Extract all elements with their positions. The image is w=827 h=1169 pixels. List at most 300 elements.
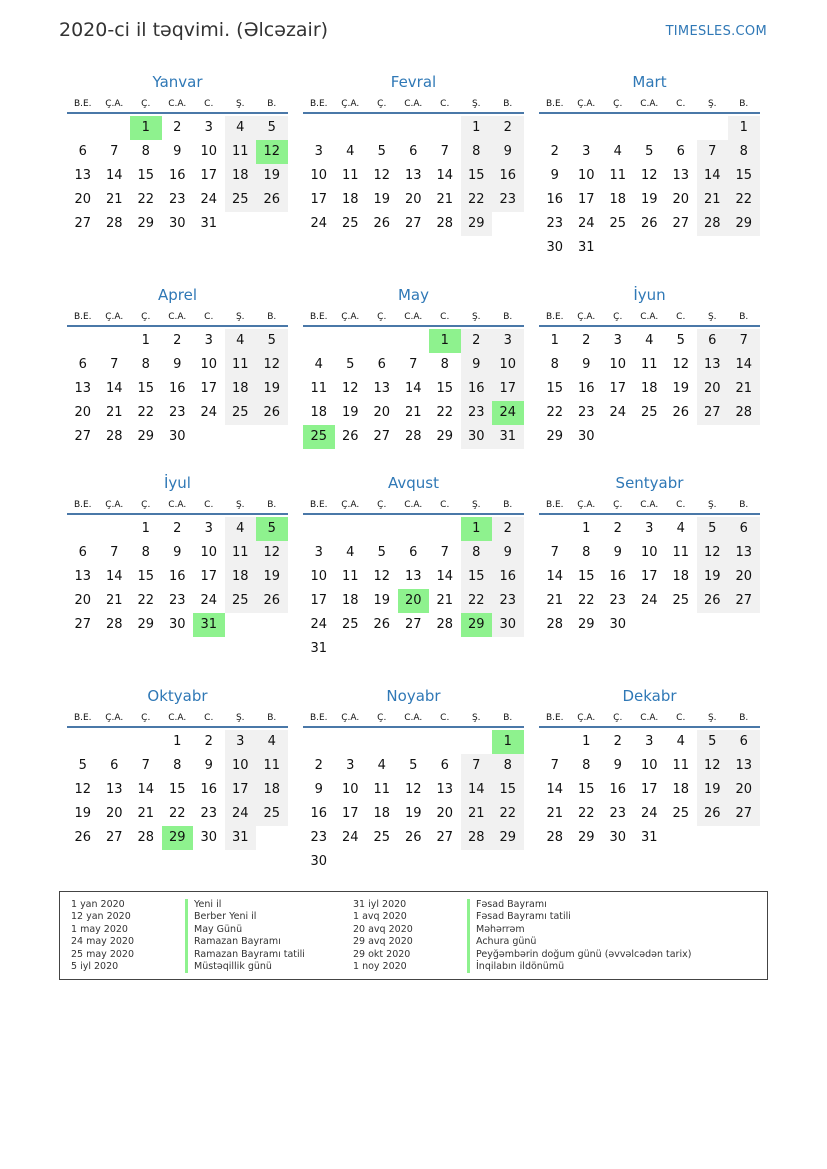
day-cell[interactable]: 19 <box>640 192 658 207</box>
day-cell[interactable]: 15 <box>577 569 595 584</box>
day-cell[interactable]: 3 <box>314 144 323 159</box>
day-cell[interactable]: 7 <box>440 144 449 159</box>
day-cell[interactable]: 22 <box>461 188 493 212</box>
day-cell[interactable]: 24 <box>225 802 257 826</box>
day-cell[interactable]: 22 <box>137 405 155 420</box>
day-cell[interactable]: 27 <box>728 589 760 613</box>
day-cell[interactable]: 23 <box>546 216 564 231</box>
day-cell[interactable]: 1 <box>141 333 150 348</box>
day-cell[interactable]: 22 <box>137 593 155 608</box>
day-cell[interactable]: 15 <box>461 164 493 188</box>
day-cell[interactable]: 28 <box>546 617 564 632</box>
day-cell[interactable]: 27 <box>373 429 391 444</box>
day-cell[interactable]: 27 <box>404 216 422 231</box>
day-cell[interactable]: 19 <box>697 565 729 589</box>
day-cell[interactable]: 2 <box>461 329 493 353</box>
holiday-day-cell[interactable]: 5 <box>256 517 288 541</box>
day-cell[interactable]: 18 <box>373 806 391 821</box>
day-cell[interactable]: 17 <box>200 168 218 183</box>
day-cell[interactable]: 18 <box>672 569 690 584</box>
holiday-day-cell[interactable]: 31 <box>193 613 225 637</box>
day-cell[interactable]: 29 <box>137 216 155 231</box>
day-cell[interactable]: 8 <box>492 754 524 778</box>
day-cell[interactable]: 15 <box>137 569 155 584</box>
day-cell[interactable]: 11 <box>310 381 328 396</box>
day-cell[interactable]: 26 <box>256 401 288 425</box>
day-cell[interactable]: 14 <box>546 782 564 797</box>
day-cell[interactable]: 5 <box>377 545 386 560</box>
day-cell[interactable]: 30 <box>310 854 328 869</box>
day-cell[interactable]: 12 <box>373 168 391 183</box>
day-cell[interactable]: 21 <box>404 405 422 420</box>
day-cell[interactable]: 9 <box>613 758 622 773</box>
day-cell[interactable]: 20 <box>404 192 422 207</box>
day-cell[interactable]: 1 <box>728 116 760 140</box>
day-cell[interactable]: 7 <box>440 545 449 560</box>
day-cell[interactable]: 5 <box>78 758 87 773</box>
day-cell[interactable]: 27 <box>728 802 760 826</box>
day-cell[interactable]: 23 <box>461 401 493 425</box>
day-cell[interactable]: 6 <box>110 758 119 773</box>
day-cell[interactable]: 4 <box>314 357 323 372</box>
day-cell[interactable]: 18 <box>672 782 690 797</box>
day-cell[interactable]: 28 <box>105 617 123 632</box>
day-cell[interactable]: 21 <box>105 192 123 207</box>
day-cell[interactable]: 28 <box>728 401 760 425</box>
day-cell[interactable]: 23 <box>609 593 627 608</box>
day-cell[interactable]: 30 <box>168 617 186 632</box>
day-cell[interactable]: 10 <box>310 569 328 584</box>
day-cell[interactable]: 23 <box>577 405 595 420</box>
holiday-day-cell[interactable]: 1 <box>461 517 493 541</box>
day-cell[interactable]: 23 <box>168 192 186 207</box>
day-cell[interactable]: 25 <box>640 405 658 420</box>
day-cell[interactable]: 20 <box>373 405 391 420</box>
day-cell[interactable]: 20 <box>74 405 92 420</box>
day-cell[interactable]: 24 <box>310 216 328 231</box>
day-cell[interactable]: 11 <box>373 782 391 797</box>
day-cell[interactable]: 16 <box>310 806 328 821</box>
day-cell[interactable]: 30 <box>492 613 524 637</box>
day-cell[interactable]: 9 <box>173 545 182 560</box>
day-cell[interactable]: 11 <box>225 541 257 565</box>
day-cell[interactable]: 14 <box>105 381 123 396</box>
day-cell[interactable]: 17 <box>225 778 257 802</box>
day-cell[interactable]: 18 <box>341 593 359 608</box>
day-cell[interactable]: 5 <box>256 329 288 353</box>
day-cell[interactable]: 15 <box>168 782 186 797</box>
day-cell[interactable]: 2 <box>173 333 182 348</box>
day-cell[interactable]: 19 <box>373 192 391 207</box>
day-cell[interactable]: 9 <box>613 545 622 560</box>
day-cell[interactable]: 27 <box>74 617 92 632</box>
day-cell[interactable]: 30 <box>168 429 186 444</box>
holiday-day-cell[interactable]: 24 <box>492 401 524 425</box>
day-cell[interactable]: 14 <box>137 782 155 797</box>
day-cell[interactable]: 22 <box>137 192 155 207</box>
day-cell[interactable]: 5 <box>346 357 355 372</box>
day-cell[interactable]: 21 <box>436 593 454 608</box>
day-cell[interactable]: 18 <box>609 192 627 207</box>
day-cell[interactable]: 19 <box>256 164 288 188</box>
day-cell[interactable]: 5 <box>256 116 288 140</box>
day-cell[interactable]: 4 <box>346 144 355 159</box>
day-cell[interactable]: 2 <box>173 521 182 536</box>
day-cell[interactable]: 25 <box>341 617 359 632</box>
day-cell[interactable]: 18 <box>640 381 658 396</box>
day-cell[interactable]: 21 <box>728 377 760 401</box>
day-cell[interactable]: 19 <box>404 806 422 821</box>
day-cell[interactable]: 8 <box>141 357 150 372</box>
day-cell[interactable]: 18 <box>225 565 257 589</box>
day-cell[interactable]: 29 <box>436 429 454 444</box>
day-cell[interactable]: 6 <box>409 144 418 159</box>
day-cell[interactable]: 26 <box>404 830 422 845</box>
day-cell[interactable]: 5 <box>697 730 729 754</box>
day-cell[interactable]: 26 <box>373 216 391 231</box>
day-cell[interactable]: 11 <box>640 357 658 372</box>
day-cell[interactable]: 3 <box>225 730 257 754</box>
day-cell[interactable]: 9 <box>204 758 213 773</box>
day-cell[interactable]: 12 <box>341 381 359 396</box>
day-cell[interactable]: 27 <box>404 617 422 632</box>
day-cell[interactable]: 8 <box>141 545 150 560</box>
day-cell[interactable]: 24 <box>310 617 328 632</box>
day-cell[interactable]: 16 <box>609 569 627 584</box>
day-cell[interactable]: 27 <box>105 830 123 845</box>
day-cell[interactable]: 26 <box>672 405 690 420</box>
day-cell[interactable]: 6 <box>676 144 685 159</box>
day-cell[interactable]: 26 <box>640 216 658 231</box>
day-cell[interactable]: 19 <box>672 381 690 396</box>
day-cell[interactable]: 4 <box>225 116 257 140</box>
day-cell[interactable]: 16 <box>168 168 186 183</box>
day-cell[interactable]: 1 <box>141 521 150 536</box>
day-cell[interactable]: 13 <box>105 782 123 797</box>
day-cell[interactable]: 25 <box>225 401 257 425</box>
day-cell[interactable]: 16 <box>577 381 595 396</box>
day-cell[interactable]: 7 <box>110 357 119 372</box>
day-cell[interactable]: 23 <box>168 593 186 608</box>
site-logo[interactable]: TIMESLES.COM <box>665 24 767 39</box>
day-cell[interactable]: 12 <box>404 782 422 797</box>
day-cell[interactable]: 31 <box>200 216 218 231</box>
day-cell[interactable]: 11 <box>341 168 359 183</box>
day-cell[interactable]: 27 <box>74 216 92 231</box>
day-cell[interactable]: 22 <box>168 806 186 821</box>
day-cell[interactable]: 7 <box>550 758 559 773</box>
day-cell[interactable]: 12 <box>373 569 391 584</box>
day-cell[interactable]: 24 <box>341 830 359 845</box>
day-cell[interactable]: 8 <box>440 357 449 372</box>
day-cell[interactable]: 6 <box>440 758 449 773</box>
holiday-day-cell[interactable]: 20 <box>398 589 430 613</box>
day-cell[interactable]: 1 <box>461 116 493 140</box>
day-cell[interactable]: 25 <box>373 830 391 845</box>
day-cell[interactable]: 26 <box>341 429 359 444</box>
day-cell[interactable]: 19 <box>341 405 359 420</box>
day-cell[interactable]: 13 <box>728 541 760 565</box>
day-cell[interactable]: 22 <box>577 806 595 821</box>
day-cell[interactable]: 9 <box>492 541 524 565</box>
day-cell[interactable]: 29 <box>137 429 155 444</box>
day-cell[interactable]: 23 <box>609 806 627 821</box>
day-cell[interactable]: 7 <box>110 545 119 560</box>
day-cell[interactable]: 28 <box>404 429 422 444</box>
day-cell[interactable]: 3 <box>582 144 591 159</box>
day-cell[interactable]: 18 <box>225 164 257 188</box>
day-cell[interactable]: 10 <box>492 353 524 377</box>
day-cell[interactable]: 28 <box>436 617 454 632</box>
day-cell[interactable]: 3 <box>645 734 654 749</box>
day-cell[interactable]: 2 <box>492 116 524 140</box>
day-cell[interactable]: 13 <box>404 569 422 584</box>
day-cell[interactable]: 30 <box>609 617 627 632</box>
day-cell[interactable]: 10 <box>640 758 658 773</box>
day-cell[interactable]: 4 <box>225 329 257 353</box>
day-cell[interactable]: 21 <box>137 806 155 821</box>
day-cell[interactable]: 8 <box>582 545 591 560</box>
day-cell[interactable]: 14 <box>105 569 123 584</box>
day-cell[interactable]: 8 <box>461 541 493 565</box>
day-cell[interactable]: 17 <box>310 593 328 608</box>
day-cell[interactable]: 24 <box>200 192 218 207</box>
day-cell[interactable]: 2 <box>550 144 559 159</box>
day-cell[interactable]: 20 <box>436 806 454 821</box>
day-cell[interactable]: 26 <box>74 830 92 845</box>
day-cell[interactable]: 25 <box>609 216 627 231</box>
day-cell[interactable]: 8 <box>550 357 559 372</box>
day-cell[interactable]: 18 <box>310 405 328 420</box>
day-cell[interactable]: 28 <box>105 429 123 444</box>
day-cell[interactable]: 28 <box>546 830 564 845</box>
day-cell[interactable]: 8 <box>173 758 182 773</box>
day-cell[interactable]: 16 <box>200 782 218 797</box>
day-cell[interactable]: 31 <box>577 240 595 255</box>
day-cell[interactable]: 25 <box>341 216 359 231</box>
day-cell[interactable]: 13 <box>74 569 92 584</box>
day-cell[interactable]: 20 <box>105 806 123 821</box>
day-cell[interactable]: 4 <box>676 521 685 536</box>
day-cell[interactable]: 8 <box>461 140 493 164</box>
day-cell[interactable]: 12 <box>256 541 288 565</box>
day-cell[interactable]: 23 <box>200 806 218 821</box>
day-cell[interactable]: 10 <box>225 754 257 778</box>
day-cell[interactable]: 29 <box>492 826 524 850</box>
day-cell[interactable]: 4 <box>613 144 622 159</box>
day-cell[interactable]: 6 <box>697 329 729 353</box>
day-cell[interactable]: 3 <box>314 545 323 560</box>
day-cell[interactable]: 4 <box>645 333 654 348</box>
day-cell[interactable]: 19 <box>74 806 92 821</box>
day-cell[interactable]: 28 <box>137 830 155 845</box>
day-cell[interactable]: 26 <box>697 802 729 826</box>
day-cell[interactable]: 23 <box>168 405 186 420</box>
day-cell[interactable]: 6 <box>728 730 760 754</box>
day-cell[interactable]: 4 <box>256 730 288 754</box>
day-cell[interactable]: 15 <box>577 782 595 797</box>
day-cell[interactable]: 12 <box>74 782 92 797</box>
day-cell[interactable]: 13 <box>672 168 690 183</box>
day-cell[interactable]: 11 <box>609 168 627 183</box>
day-cell[interactable]: 5 <box>409 758 418 773</box>
day-cell[interactable]: 29 <box>577 830 595 845</box>
day-cell[interactable]: 9 <box>582 357 591 372</box>
day-cell[interactable]: 4 <box>346 545 355 560</box>
day-cell[interactable]: 18 <box>225 377 257 401</box>
day-cell[interactable]: 14 <box>105 168 123 183</box>
day-cell[interactable]: 1 <box>173 734 182 749</box>
day-cell[interactable]: 14 <box>728 353 760 377</box>
day-cell[interactable]: 22 <box>492 802 524 826</box>
holiday-day-cell[interactable]: 1 <box>429 329 461 353</box>
day-cell[interactable]: 24 <box>200 593 218 608</box>
day-cell[interactable]: 28 <box>105 216 123 231</box>
day-cell[interactable]: 31 <box>492 425 524 449</box>
holiday-day-cell[interactable]: 12 <box>256 140 288 164</box>
day-cell[interactable]: 3 <box>204 521 213 536</box>
day-cell[interactable]: 17 <box>310 192 328 207</box>
day-cell[interactable]: 20 <box>74 192 92 207</box>
day-cell[interactable]: 21 <box>436 192 454 207</box>
day-cell[interactable]: 10 <box>200 144 218 159</box>
day-cell[interactable]: 13 <box>74 381 92 396</box>
day-cell[interactable]: 17 <box>577 192 595 207</box>
day-cell[interactable]: 12 <box>256 353 288 377</box>
day-cell[interactable]: 17 <box>200 381 218 396</box>
day-cell[interactable]: 10 <box>609 357 627 372</box>
day-cell[interactable]: 13 <box>728 754 760 778</box>
day-cell[interactable]: 11 <box>672 758 690 773</box>
day-cell[interactable]: 30 <box>577 429 595 444</box>
day-cell[interactable]: 30 <box>461 425 493 449</box>
day-cell[interactable]: 3 <box>204 120 213 135</box>
day-cell[interactable]: 13 <box>697 353 729 377</box>
day-cell[interactable]: 13 <box>74 168 92 183</box>
day-cell[interactable]: 28 <box>697 212 729 236</box>
day-cell[interactable]: 11 <box>225 140 257 164</box>
day-cell[interactable]: 30 <box>168 216 186 231</box>
day-cell[interactable]: 26 <box>256 589 288 613</box>
day-cell[interactable]: 26 <box>373 617 391 632</box>
day-cell[interactable]: 10 <box>640 545 658 560</box>
day-cell[interactable]: 2 <box>613 521 622 536</box>
day-cell[interactable]: 5 <box>676 333 685 348</box>
day-cell[interactable]: 5 <box>697 517 729 541</box>
day-cell[interactable]: 19 <box>256 377 288 401</box>
day-cell[interactable]: 25 <box>256 802 288 826</box>
holiday-day-cell[interactable]: 1 <box>492 730 524 754</box>
day-cell[interactable]: 3 <box>492 329 524 353</box>
day-cell[interactable]: 5 <box>377 144 386 159</box>
day-cell[interactable]: 22 <box>546 405 564 420</box>
day-cell[interactable]: 9 <box>314 782 323 797</box>
day-cell[interactable]: 25 <box>225 589 257 613</box>
day-cell[interactable]: 3 <box>613 333 622 348</box>
day-cell[interactable]: 3 <box>204 333 213 348</box>
day-cell[interactable]: 20 <box>74 593 92 608</box>
day-cell[interactable]: 11 <box>256 754 288 778</box>
day-cell[interactable]: 23 <box>492 589 524 613</box>
day-cell[interactable]: 15 <box>436 381 454 396</box>
day-cell[interactable]: 2 <box>173 120 182 135</box>
day-cell[interactable]: 29 <box>546 429 564 444</box>
day-cell[interactable]: 29 <box>577 617 595 632</box>
day-cell[interactable]: 1 <box>582 521 591 536</box>
day-cell[interactable]: 9 <box>173 144 182 159</box>
day-cell[interactable]: 9 <box>492 140 524 164</box>
day-cell[interactable]: 5 <box>645 144 654 159</box>
day-cell[interactable]: 21 <box>105 593 123 608</box>
day-cell[interactable]: 29 <box>137 617 155 632</box>
day-cell[interactable]: 19 <box>256 565 288 589</box>
day-cell[interactable]: 18 <box>256 778 288 802</box>
day-cell[interactable]: 15 <box>546 381 564 396</box>
day-cell[interactable]: 17 <box>341 806 359 821</box>
day-cell[interactable]: 6 <box>409 545 418 560</box>
day-cell[interactable]: 19 <box>697 778 729 802</box>
day-cell[interactable]: 20 <box>697 377 729 401</box>
day-cell[interactable]: 15 <box>137 168 155 183</box>
day-cell[interactable]: 16 <box>546 192 564 207</box>
day-cell[interactable]: 24 <box>200 405 218 420</box>
day-cell[interactable]: 10 <box>200 545 218 560</box>
day-cell[interactable]: 7 <box>409 357 418 372</box>
day-cell[interactable]: 7 <box>110 144 119 159</box>
day-cell[interactable]: 14 <box>461 778 493 802</box>
day-cell[interactable]: 16 <box>609 782 627 797</box>
day-cell[interactable]: 24 <box>577 216 595 231</box>
day-cell[interactable]: 12 <box>640 168 658 183</box>
day-cell[interactable]: 9 <box>173 357 182 372</box>
day-cell[interactable]: 15 <box>461 565 493 589</box>
day-cell[interactable]: 23 <box>492 188 524 212</box>
day-cell[interactable]: 2 <box>582 333 591 348</box>
day-cell[interactable]: 12 <box>672 357 690 372</box>
day-cell[interactable]: 17 <box>200 569 218 584</box>
day-cell[interactable]: 2 <box>204 734 213 749</box>
day-cell[interactable]: 30 <box>609 830 627 845</box>
day-cell[interactable]: 31 <box>640 830 658 845</box>
holiday-day-cell[interactable]: 25 <box>303 425 335 449</box>
day-cell[interactable]: 15 <box>492 778 524 802</box>
day-cell[interactable]: 25 <box>672 593 690 608</box>
day-cell[interactable]: 10 <box>341 782 359 797</box>
day-cell[interactable]: 16 <box>168 569 186 584</box>
day-cell[interactable]: 9 <box>550 168 559 183</box>
day-cell[interactable]: 23 <box>310 830 328 845</box>
day-cell[interactable]: 13 <box>436 782 454 797</box>
day-cell[interactable]: 18 <box>341 192 359 207</box>
day-cell[interactable]: 11 <box>672 545 690 560</box>
day-cell[interactable]: 2 <box>613 734 622 749</box>
day-cell[interactable]: 27 <box>436 830 454 845</box>
day-cell[interactable]: 29 <box>461 212 493 236</box>
day-cell[interactable]: 24 <box>609 405 627 420</box>
day-cell[interactable]: 8 <box>728 140 760 164</box>
holiday-day-cell[interactable]: 1 <box>130 116 162 140</box>
day-cell[interactable]: 28 <box>461 826 493 850</box>
day-cell[interactable]: 7 <box>697 140 729 164</box>
day-cell[interactable]: 10 <box>310 168 328 183</box>
day-cell[interactable]: 31 <box>310 641 328 656</box>
day-cell[interactable]: 6 <box>78 545 87 560</box>
day-cell[interactable]: 10 <box>577 168 595 183</box>
day-cell[interactable]: 2 <box>492 517 524 541</box>
day-cell[interactable]: 22 <box>728 188 760 212</box>
day-cell[interactable]: 22 <box>436 405 454 420</box>
holiday-day-cell[interactable]: 29 <box>461 613 493 637</box>
